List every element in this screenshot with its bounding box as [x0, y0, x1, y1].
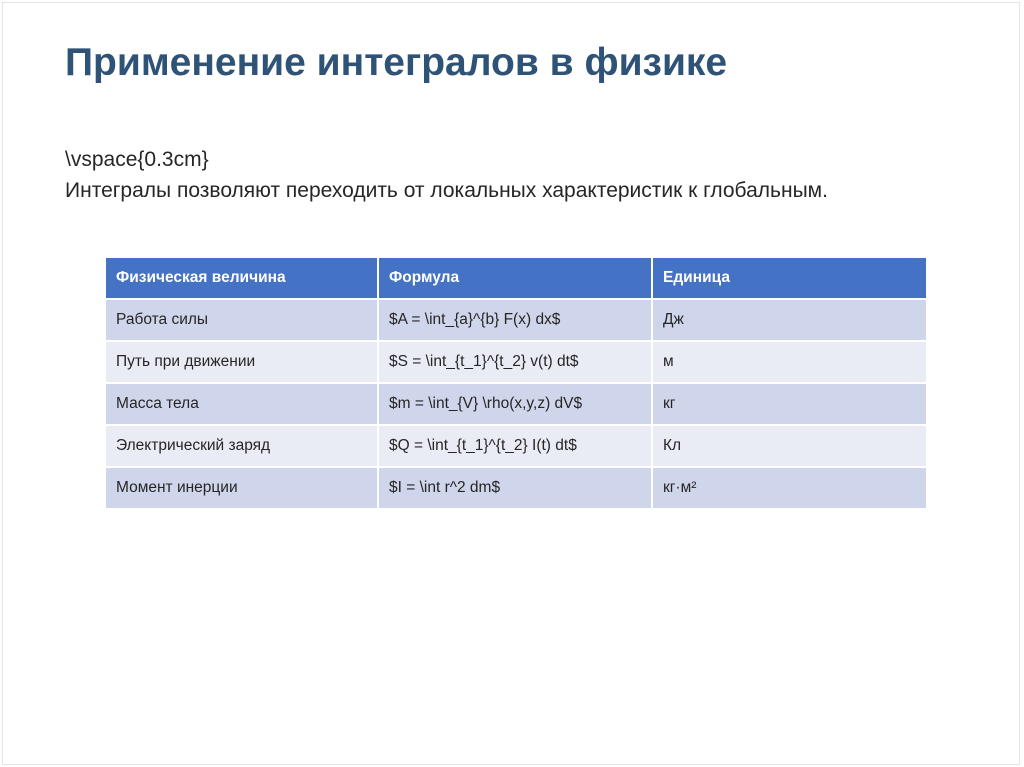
- cell-unit: Кл: [652, 425, 927, 467]
- cell-formula: $S = \int_{t_1}^{t_2} v(t) dt$: [378, 341, 652, 383]
- table-row: [105, 425, 927, 467]
- header-unit: Единица: [652, 257, 927, 299]
- cell-unit: Дж: [652, 299, 927, 341]
- table-row: [105, 341, 927, 383]
- cell-unit: кг·м²: [652, 467, 927, 509]
- cell-quantity: Работа силы: [105, 299, 378, 341]
- slide-body: [65, 144, 828, 206]
- table-row: [105, 299, 927, 341]
- table-header-row: [105, 257, 927, 299]
- cell-formula: $Q = \int_{t_1}^{t_2} I(t) dt$: [378, 425, 652, 467]
- physics-integrals-table: [104, 256, 928, 510]
- body-line-description: Интегралы позволяют переходить от локальных характеристик к глобальным.: [65, 179, 828, 202]
- header-formula: Формула: [378, 257, 652, 299]
- cell-unit: кг: [652, 383, 927, 425]
- cell-quantity: Масса тела: [105, 383, 378, 425]
- slide: [2, 2, 1020, 765]
- header-quantity: Физическая величина: [105, 257, 378, 299]
- cell-quantity: Момент инерции: [105, 467, 378, 509]
- cell-unit: м: [652, 341, 927, 383]
- cell-formula: $I = \int r^2 dm$: [378, 467, 652, 509]
- cell-formula: $m = \int_{V} \rho(x,y,z) dV$: [378, 383, 652, 425]
- cell-quantity: Путь при движении: [105, 341, 378, 383]
- body-line-latex-command: \vspace{0.3cm}: [65, 148, 209, 171]
- cell-formula: $A = \int_{a}^{b} F(x) dx$: [378, 299, 652, 341]
- table-row: [105, 467, 927, 509]
- slide-title: Применение интегралов в физике: [65, 41, 728, 84]
- cell-quantity: Электрический заряд: [105, 425, 378, 467]
- table-row: [105, 383, 927, 425]
